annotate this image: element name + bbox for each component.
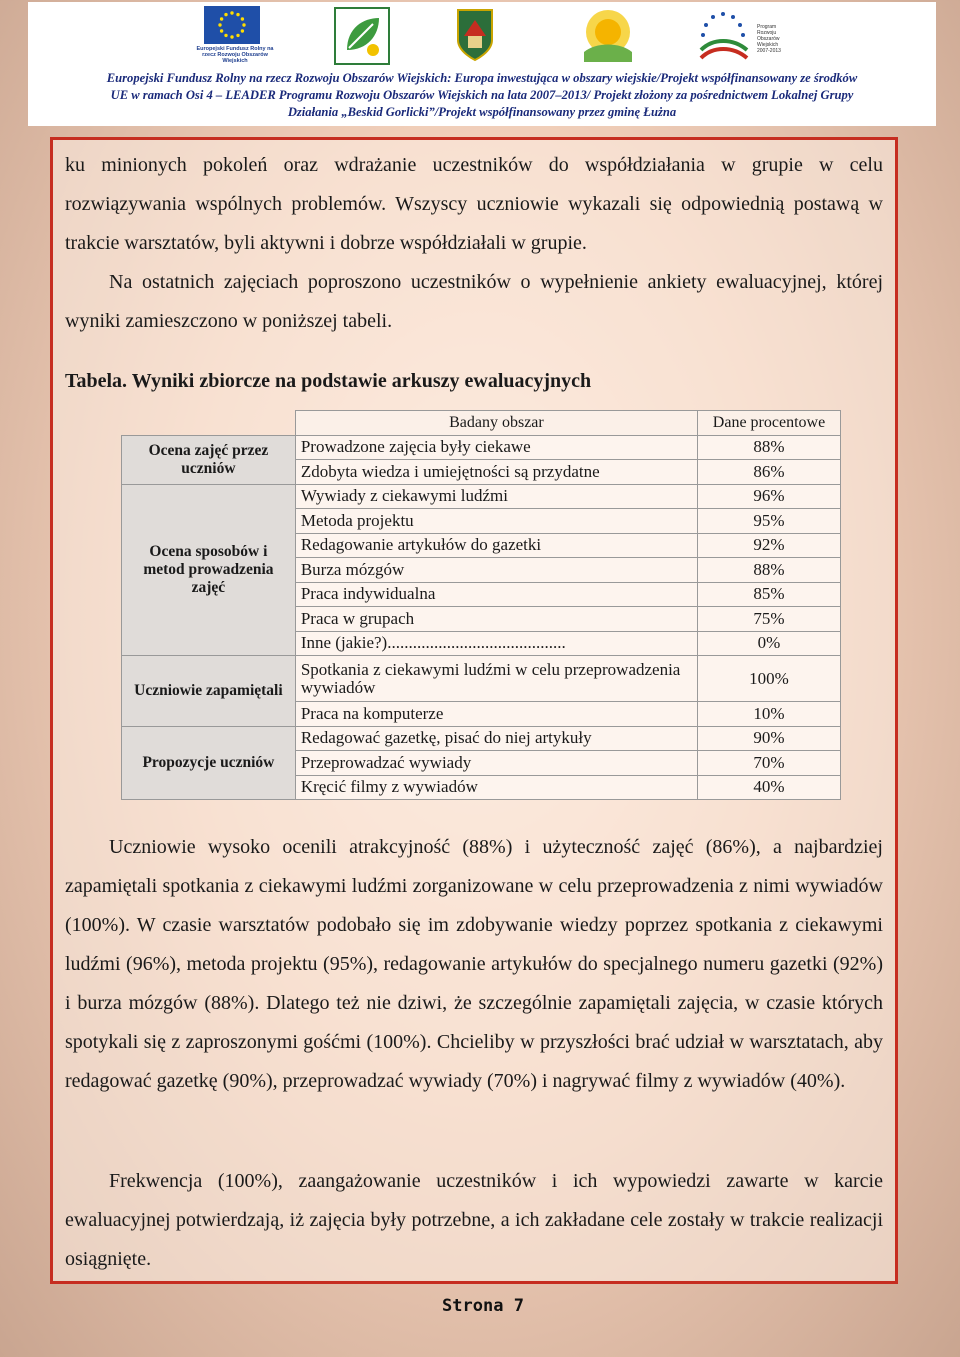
row-pct: 95% <box>698 509 841 534</box>
row-item: Zdobyta wiedza i umiejętności są przydatne <box>295 460 697 485</box>
leader-leaf-icon <box>333 6 391 66</box>
table-caption-text: Wyniki zbiorcze na podstawie arkuszy ewaluacyjnych <box>131 370 592 392</box>
header-line-1: Europejski Fundusz Rolny na rzecz Rozwoju Obszarów Wiejskich: Europa inwestująca w obszary wiejskie/Projekt współfinansowany ze środków <box>106 71 858 85</box>
prow-stars-icon <box>693 6 753 66</box>
col-header-area: Badany obszar <box>295 411 697 436</box>
table-row <box>122 726 841 751</box>
paragraph-1: ku minionych pokoleń oraz wdrażanie uczestników do współdziałania w grupie w celu rozwiązywania wspólnych problemów. Wszyscy uczniowie wykazali się odpowiednią postawą w trakcie warsztatów, byli aktywni i dobrze współdziałali w grupie. <box>65 154 883 254</box>
eu-flag-logo <box>191 6 279 66</box>
table-caption-label: Tabela. <box>65 370 128 392</box>
municipality-crest-logo <box>456 6 494 62</box>
row-pct: 92% <box>698 533 841 558</box>
table-header-row <box>122 411 841 436</box>
header-funding-text <box>28 70 936 121</box>
table-row <box>122 435 841 460</box>
row-pct: 70% <box>698 751 841 776</box>
group-label: Propozycje uczniów <box>122 726 296 800</box>
table-corner <box>122 411 296 436</box>
row-item: Spotkania z ciekawymi ludźmi w celu przeprowadzenia wywiadów <box>295 656 697 702</box>
eu-logo-caption: Europejski Fundusz Rolny na rzecz Rozwoju Obszarów Wiejskich <box>196 46 274 64</box>
prow-logo <box>693 6 785 66</box>
header-line-2: UE w ramach Osi 4 – LEADER Programu Rozwoju Obszarów Wiejskich na lata 2007–2013/ Projekt złożony za pośrednictwem Lokalnej Grupy <box>110 88 854 102</box>
paragraph-3: Uczniowie wysoko ocenili atrakcyjność (88%) i użyteczność zajęć (86%), a najbardziej zapamiętali spotkania z ciekawymi ludźmi zorganizowane w celu przeprowadzenia z nimi wywiadów (100%). W czasie warsztatów podobało się im zdobywanie wiedzy poprzez spotkania z ciekawymi ludźmi (96%), metoda projektu (95%), redagowanie artykułów do specjalnego numeru gazetki (92%) i burza mózgów (88%). Dlatego też nie dziwi, że szczególnie zapamiętali zajęcia, w czasie których spotykali się z zaproszonymi gośćmi (100%). Chcieliby w przyszłości brać udział w warsztatach, aby redagować gazetkę (90%), przeprowadzać wywiady (70%) i nagrywać filmy z wywiadów (40%). <box>65 836 883 1092</box>
page-number: Strona 7 <box>442 1296 524 1316</box>
row-pct: 75% <box>698 607 841 632</box>
col-header-pct: Dane procentowe <box>698 411 841 436</box>
row-pct: 88% <box>698 558 841 583</box>
group-label: Ocena sposobów i metod prowadzenia zajęć <box>122 484 296 656</box>
row-pct: 96% <box>698 484 841 509</box>
row-item: Metoda projektu <box>295 509 697 534</box>
row-pct: 0% <box>698 631 841 656</box>
row-item: Praca w grupach <box>295 607 697 632</box>
row-pct: 85% <box>698 582 841 607</box>
logo-strip <box>28 2 936 68</box>
row-item: Przeprowadzać wywiady <box>295 751 697 776</box>
group-label: Uczniowie zapamiętali <box>122 656 296 727</box>
crest-icon <box>456 6 494 62</box>
row-pct: 40% <box>698 775 841 800</box>
row-pct: 88% <box>698 435 841 460</box>
row-item: Wywiady z ciekawymi ludźmi <box>295 484 697 509</box>
table-caption <box>65 362 591 401</box>
prow-logo-caption: Program Rozwoju Obszarów Wiejskich 2007-2013 <box>757 24 781 54</box>
row-item: Burza mózgów <box>295 558 697 583</box>
row-item: Praca na komputerze <box>295 702 697 727</box>
header-line-3: Działania „Beskid Gorlicki”/Projekt współfinansowany przez gminę Łużna <box>287 105 677 119</box>
row-item: Redagować gazetkę, pisać do niej artykuły <box>295 726 697 751</box>
group-label: Ocena zajęć przez uczniów <box>122 435 296 484</box>
row-item: Redagowanie artykułów do gazetki <box>295 533 697 558</box>
beskid-gorlicki-logo <box>580 6 636 64</box>
page-header <box>28 2 936 126</box>
sun-icon <box>580 6 636 64</box>
row-pct: 90% <box>698 726 841 751</box>
row-item: Prowadzone zajęcia były ciekawe <box>295 435 697 460</box>
row-pct: 86% <box>698 460 841 485</box>
content-frame <box>50 137 898 1284</box>
paragraph-2: Na ostatnich zajęciach poproszono uczestników o wypełnienie ankiety ewaluacyjnej, której wyniki zamieszczono w poniższej tabeli. <box>65 271 883 332</box>
row-item: Praca indywidualna <box>295 582 697 607</box>
row-pct: 10% <box>698 702 841 727</box>
row-pct: 100% <box>698 656 841 702</box>
leader-logo <box>333 6 391 66</box>
paragraph-4: Frekwencja (100%), zaangażowanie uczestników i ich wypowiedzi zawarte w karcie ewaluacyjnej potwierdzają, iż zajęcia były potrzebne, a ich zakładane cele zostały w trakcie realizacji osiągnięte. <box>65 1170 883 1270</box>
table-row <box>122 656 841 702</box>
row-item: Kręcić filmy z wywiadów <box>295 775 697 800</box>
results-table <box>121 410 841 800</box>
table-row <box>122 484 841 509</box>
eu-flag-icon <box>204 6 260 44</box>
row-item: Inne (jakie?).......................................... <box>295 631 697 656</box>
